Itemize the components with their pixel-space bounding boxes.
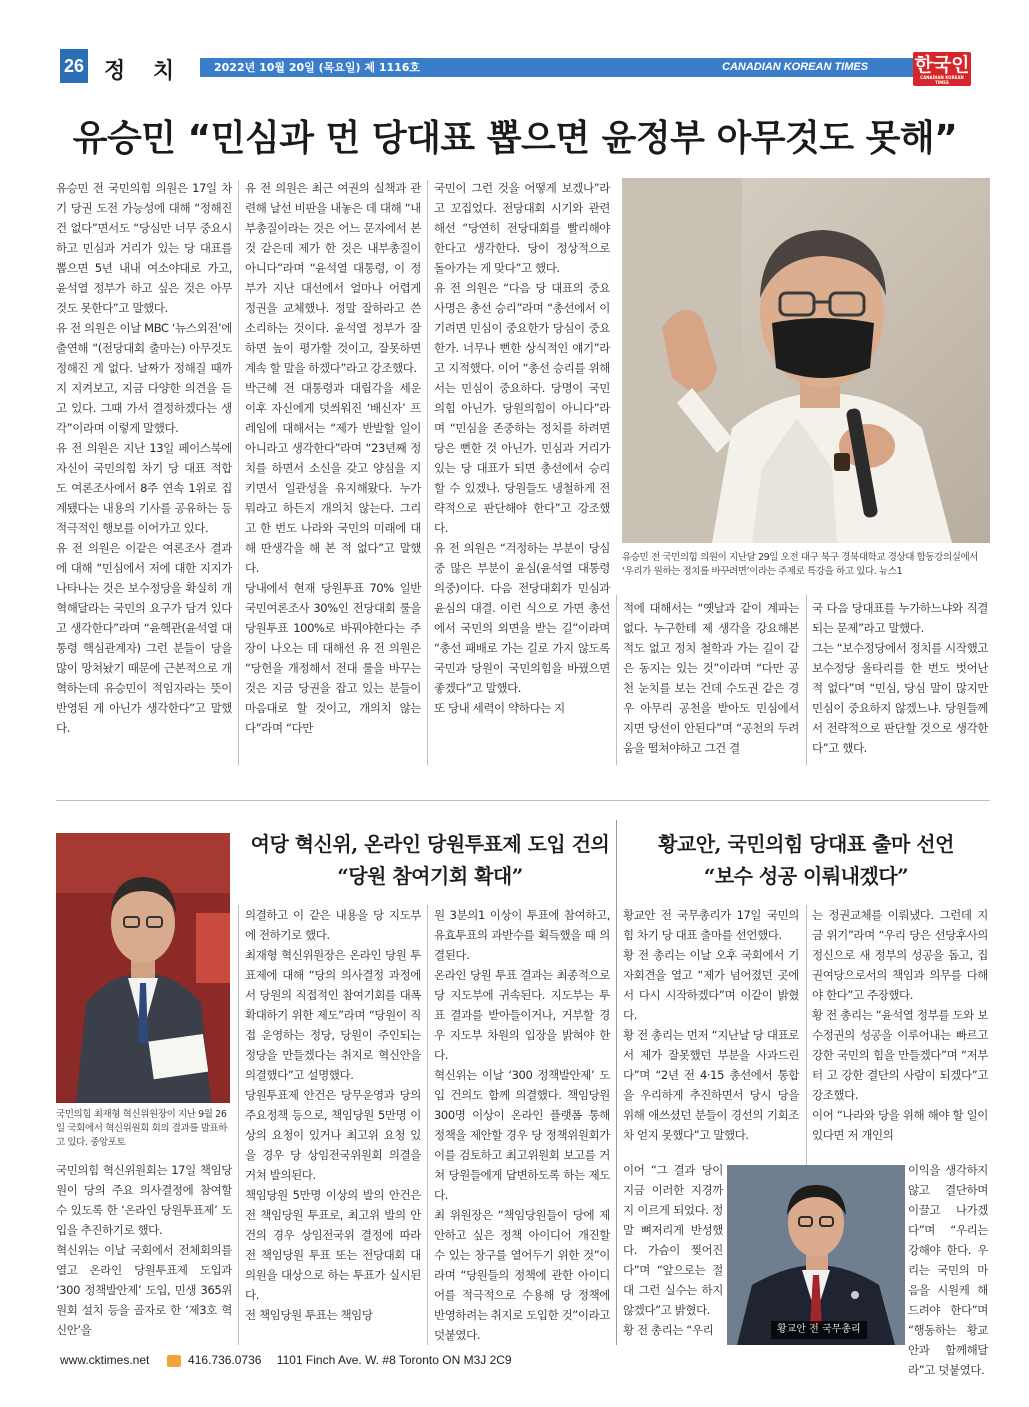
article-divider bbox=[616, 820, 617, 1345]
article2-col-3: 원 3분의1 이상이 투표에 참여하고, 유효투표의 과반수를 획득했을 때 의결된다. 온라인 당원 투표 결과는 최종적으로 당 지도부에 귀속된다. 지도부는 투표 결과를 받아들이거나, 거부할 경우 지도부 차원의 입장을 밝혀야 한다. 혁신위는 이날 ‘300 정책발안제’ 도입 건의도 함께 의결했다. 책임당원 300명 이상이 온라인 플랫폼 통해 정책을 제안할 경우 당 정책위원회가 이를 검토하고 최고위원회 보고를 거쳐 당원들에게 답변하도록 하는 제도다. 최 위원장은 “책임당원들이 당에 제안하고 싶은 정책 아이디어 개진할 수 있는 창구를 열어두기 위한 것”이라며 “당원들의 정책에 관한 아이디어를 적극적으로 수용해 당 정책에 반영하려는 취지로 도입한 것”이라고 덧붙였다. bbox=[434, 908, 610, 1342]
column-divider bbox=[238, 180, 239, 765]
column-divider bbox=[427, 180, 428, 765]
hwang-portrait-illustration bbox=[727, 1165, 905, 1345]
page-number: 26 bbox=[60, 49, 88, 83]
column-divider bbox=[616, 595, 617, 765]
podium-speaker-illustration bbox=[56, 833, 230, 1103]
yoo-seung-min-photo bbox=[622, 178, 990, 543]
article3-col-1-bottom: 이어 “그 결과 당이 지금 이러한 지경까지 이르게 되었다. 정말 뼈저리게 반성했다. 가슴이 찢어진다”며 “앞으로는 절대 그런 실수는 하지 않겠다”고 밝혔다. 황 전 총리는 “우리 bbox=[623, 1163, 723, 1337]
article3-col-2-top: 는 정권교체를 이뤄냈다. 그런데 지금 위기”라며 “우리 당은 선당후사의 정신으로 새 정부의 성공을 돕고, 집권여당으로서의 책임과 의무를 다해야 한다”고 주장했다. 황 전 총리는 “윤석열 정부를 도와 보수정권의 성공을 이루어내는 빠르고 강한 국민의 힘을 만들겠다”며 “저부터 고 강한 결단의 사람이 되겠다”고 강조했다. 이어 “나라와 당을 위해 해야 할 일이 있다면 저 개인의 bbox=[812, 908, 988, 1142]
article2-subhead-2: “당원 참여기회 확대” bbox=[337, 864, 523, 888]
article3-subhead-1: 황교안, 국민의힘 당대표 출마 선언 bbox=[658, 832, 954, 856]
footer-website[interactable]: www.cktimes.net bbox=[60, 1353, 150, 1367]
issue-date: 2022년 10월 20일 (목요일) 제 1116호 bbox=[214, 61, 421, 74]
hwang-kyo-ahn-photo bbox=[727, 1165, 905, 1345]
main-article-col-3: 국민이 그런 것을 어떻게 보겠나”라고 꼬집었다. 전당대회 시기와 관련해선 “당연히 전당대회를 빨리해야 한다고 생각한다. 당이 정상적으로 돌아가는 게 맞다”고 했다. 유 전 의원은 “다음 당 대표의 중요 사명은 총선 승리”라며 “총선에서 이기려면 민심이 중요한가 당심이 중요한가. 너무나 뻔한 상식적인 얘기”라고 지적했다. 이어 “총선 승리를 위해서는 민심이 중요하다. 당명이 국민의힘 아닌가. 당원의힘이 아니다”라며 “민심을 존중하는 정치를 하려면 당은 뻔한 것 아닌가. 민심과 거리가 있는 당 대표가 되면 총선에서 승리할 수 있겠나. 당원들도 냉철하게 전략적으로 판단해야 한다”고 강조했다. 유 전 의원은 “걱정하는 부분이 당심 중 많은 부분이 윤심(윤석열 대통령 의중)이다. 다음 전당대회가 민심과 윤심의 대결. 이런 식으로 가면 총선에서 국민의 외면을 받는 길”이라며 “총선 패배로 가는 길로 가지 않도록 국민과 당원이 국민의힘을 바꿨으면 좋겠다”고 말했다. 또 당내 세력이 약하다는 지 bbox=[434, 181, 610, 715]
main-article-col-1: 유승민 전 국민의힘 의원은 17일 차기 당권 도전 가능성에 대해 “정해진 건 없다”면서도 “당심만 너무 중요시하고 민심과 거리가 있는 당 대표를 뽑으면 5년 내내 여소야대로 가고, 윤석열 정부가 하고 싶은 것은 아무것도 못한다”고 말했다. 유 전 의원은 이날 MBC ‘뉴스외전’에 출연해 “(전당대회 출마는) 아무것도 정해진 게 없다. 날짜가 정해질 때까지 지켜보고, 지금 다양한 의견을 듣고 있다. 그때 가서 결정하겠다는 생각”이라며 이렇게 말했다. 유 전 의원은 지난 13일 페이스북에 자신이 국민의힘 차기 당 대표 적합도 여론조사에서 8주 연속 1위로 집계됐다는 내용의 기사를 공유하는 등 적극적인 행보를 이어가고 있다. 유 전 의원은 이같은 여론조사 결과에 대해 “민심에서 저에 대한 지지가 나타나는 것은 보수정당을 확실히 개혁해달라는 국민의 요구가 담겨 있다고 생각한다”라며 “윤핵관(윤석열 대통령 핵심관계자) 그런 분들이 당을 많이 망쳐놨기 때문에 근본적으로 개혁하는데 유승민이 적임자라는 뜻이 반영된 게 아닌가 생각한다”고 말했다. bbox=[56, 181, 232, 735]
paper-name: CANADIAN KOREAN TIMES bbox=[722, 61, 869, 73]
choi-jae-hyung-photo bbox=[56, 833, 230, 1103]
article3-col-1-top: 황교안 전 국무총리가 17일 국민의힘 차기 당 대표 출마를 선언했다. 황 전 총리는 이날 오후 국회에서 기자회견을 열고 “제가 넘어졌던 곳에서 다시 시작하겠다”며 이같이 밝혔다. 황 전 총리는 먼저 “지난날 당 대표로서 제가 잘못했던 부분을 사과드린다”며 “2년 전 4·15 총선에서 통합을 우리하게 추진하면서 당시 당을 위해 애쓰셨던 분들이 경선의 기회조차 얻지 못했다”고 말했다. bbox=[623, 908, 799, 1142]
article2-col-2: 의결하고 이 같은 내용을 당 지도부에 전하기로 했다. 최재형 혁신위원장은 온라인 당원 투표제에 대해 “당의 의사결정 과정에서 당원의 직접적인 참여기회를 대폭 확대하기 위한 제도”라며 “당원이 직접 운영하는 정당, 당원이 주인되는 정당을 만들겠다는 취지로 혁신안을 의결했다”고 설명했다. 당원투표제 안건은 당무운영과 당의 주요정책 등으로, 책임당원 5만명 이상의 요청이 있거나 최고위 요청 있을 경우 당 상임전국위원회 의결을 거쳐 발의된다. 책임당원 5만명 이상의 발의 안건은 전 책임당원 투표로, 최고위 발의 안건의 경우 상임전국위 결정에 따라 전 책임당원 투표 또는 전당대회 대의원을 대상으로 하는 투표가 실시된다. 전 책임당원 투표는 책임당 bbox=[245, 908, 421, 1322]
main-photo-caption: 유승민 전 국민의힘 의원이 지난달 29일 오전 대구 북구 경북대학교 경상대 합동강의실에서 ‘우리가 원하는 정치를 바꾸려면’이라는 주제로 특강을 하고 있다. 뉴스1 bbox=[622, 552, 979, 577]
footer-address: 1101 Finch Ave. W. #8 Toronto ON M3J 2C9 bbox=[276, 1353, 512, 1367]
column-divider bbox=[427, 905, 428, 1345]
logo-text: 한국인 bbox=[914, 54, 970, 76]
section-divider bbox=[56, 800, 990, 801]
article2-col-1: 국민의힘 혁신위원회는 17일 책임당원이 당의 주요 의사결정에 참여할 수 있도록 한 ‘온라인 당원투표제’ 도입을 추진하기로 했다. 혁신위는 이날 국회에서 전체회의를 열고 온라인 당원투표제 도입과 ‘300 정책발안제’ 도입, 민생 365위원회 설치 등을 골자로 한 ‘제3호 혁신안’을 bbox=[56, 1163, 232, 1337]
column-divider bbox=[806, 595, 807, 765]
main-article-col-4: 적에 대해서는 “옛날과 같이 계파는 없다. 누구한테 제 생각을 강요해본 적도 없고 정치 철학과 가는 길이 같은 동지는 있는 것”이라며 “다만 공천 눈치를 보는 건데 수도권 같은 경우 아무리 공천을 받아도 민심에서 지면 당선이 안된다”며 “공천의 두려움을 떨쳐야하고 그건 결 bbox=[623, 601, 799, 755]
main-article-col-5: 국 다음 당대표를 누가하느냐와 직결되는 문제”라고 말했다. 그는 “보수정당에서 정치를 시작했고 보수정당 울타리를 한 번도 벗어난 적 없다”며 “민심, 당심 말이 많지만 민심이 중요하지 않겠느냐. 당원들께서 전략적으로 판단할 것으로 생각한다”고 했다. bbox=[812, 601, 988, 755]
column-divider bbox=[238, 905, 239, 1345]
logo-subtext: CANADIAN KOREAN TIMES bbox=[920, 75, 964, 85]
footer-phone: 416.736.0736 bbox=[188, 1353, 262, 1367]
article2-photo-caption: 국민의힘 최재형 혁신위원장이 지난 9월 26일 국회에서 혁신위원회 회의 결과를 발표하고 있다. 중앙포토 bbox=[56, 1109, 228, 1148]
main-headline: 유승민 “민심과 먼 당대표 뽑으면 윤정부 아무것도 못해” bbox=[72, 118, 958, 159]
hwang-photo-label: 황교안 전 국무총리 bbox=[771, 1321, 867, 1339]
phone-icon bbox=[167, 1355, 181, 1367]
article3-subhead-2: “보수 성공 이뤄내겠다” bbox=[703, 864, 909, 888]
article3-col-2-bottom: 이익을 생각하지 않고 결단하며 이끌고 나가겠다”며 “우리는 강해야 한다. 우리는 국민의 마음을 시원케 해드려야 한다”며 “행동하는 황교안과 함께해달라”고 덧붙였다. bbox=[908, 1163, 988, 1377]
column-divider bbox=[806, 905, 807, 1170]
footer bbox=[60, 1353, 512, 1367]
main-article-col-2: 유 전 의원은 최근 여권의 실책과 관련해 날선 비판을 내놓은 데 대해 “내부총질이라는 것은 어느 문자에서 본 것 같은데 제가 한 것은 내부총질이 아니다”라며 “윤석열 대통령, 이 정부가 지난 대선에서 얼마나 어렵게 정권을 교체했나. 정말 잘하라고 쓴소리하는 것이다. 윤석열 정부가 잘하면 높이 평가할 것이고, 잘못하면 계속 할 말을 하겠다”라고 강조했다. 박근혜 전 대통령과 대립각을 세운 이후 자신에게 덧씌워진 ‘배신자’ 프레임에 대해서는 “제가 반발할 일이 아니라고 생각한다”라며 “23년째 정치를 하면서 소신을 갖고 양심을 지키면서 일관성을 유지해왔다. 누가 뭐라고 하든지 개의치 않는다. 그리고 한 번도 나라와 국민의 미래에 대해 딴생각을 해 본 적 없다”고 말했다. 당내에서 현재 당원투표 70% 일반국민여론조사 30%인 전당대회 룰을 당원투표 100%로 바꿔야한다는 주장이 나오는 데 대해선 유 전 의원은 “당헌을 개정해서 전대 룰을 바꾸는 것은 지금 당권을 잡고 있는 분들이 마음대로 할 것이고, 개의치 않는다”라며 “다만 bbox=[245, 181, 421, 735]
article2-subhead-1: 여당 혁신위, 온라인 당원투표제 도입 건의 bbox=[250, 832, 610, 856]
section-title: 정 치 bbox=[104, 59, 185, 84]
newspaper-logo bbox=[913, 52, 971, 86]
speaker-illustration bbox=[622, 178, 990, 543]
